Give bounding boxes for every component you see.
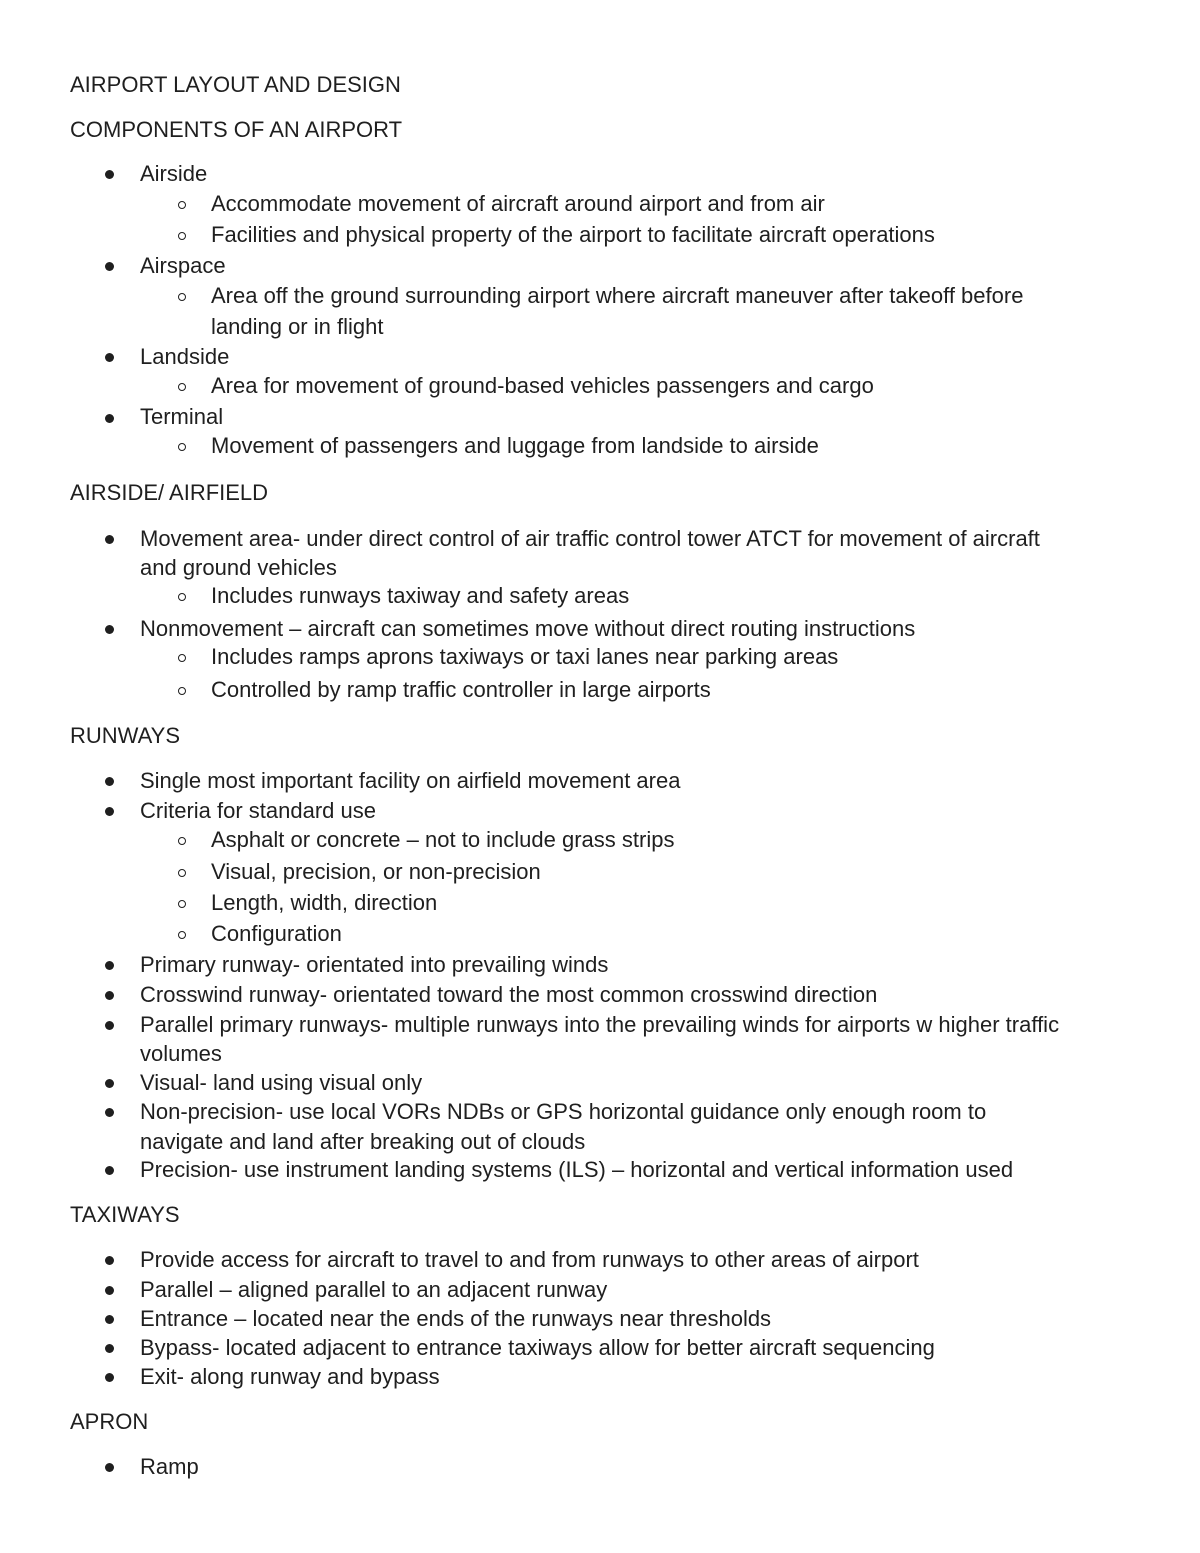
bullet-icon: [105, 625, 114, 634]
list-item: Bypass- located adjacent to entrance taxiways allow for better aircraft sequencing: [140, 1335, 935, 1360]
bullet-icon: [105, 807, 114, 816]
sub-list-item: Asphalt or concrete – not to include grass strips: [211, 827, 675, 852]
bullet-icon: [105, 262, 114, 271]
list-item-continued: and ground vehicles: [140, 555, 337, 580]
section-heading-components: COMPONENTS OF AN AIRPORT: [70, 117, 403, 142]
list-item: Crosswind runway- orientated toward the most common crosswind direction: [140, 982, 878, 1007]
bullet-icon: [105, 1463, 114, 1472]
bullet-icon: [105, 1079, 114, 1088]
bullet-icon: [105, 961, 114, 970]
circle-bullet-icon: [178, 654, 186, 662]
circle-bullet-icon: [178, 900, 186, 908]
sub-list-item: Area off the ground surrounding airport where aircraft maneuver after takeoff before: [211, 283, 1024, 308]
bullet-icon: [105, 1021, 114, 1030]
list-item: Nonmovement – aircraft can sometimes move without direct routing instructions: [140, 616, 916, 641]
list-item-continued: navigate and land after breaking out of clouds: [140, 1129, 586, 1154]
list-item: Airspace: [140, 253, 226, 278]
list-item: Parallel primary runways- multiple runways into the prevailing winds for airports w higher traffic: [140, 1012, 1060, 1037]
sub-list-item-continued: landing or in flight: [211, 314, 384, 339]
list-item-continued: volumes: [140, 1041, 222, 1066]
list-item: Exit- along runway and bypass: [140, 1364, 440, 1389]
sub-list-item: Configuration: [211, 921, 342, 946]
bullet-icon: [105, 1108, 114, 1117]
list-item: Parallel – aligned parallel to an adjacent runway: [140, 1277, 608, 1302]
bullet-icon: [105, 535, 114, 544]
list-item: Terminal: [140, 404, 224, 429]
bullet-icon: [105, 1166, 114, 1175]
sub-list-item: Includes runways taxiway and safety areas: [211, 583, 630, 608]
circle-bullet-icon: [178, 869, 186, 877]
sub-list-item: Accommodate movement of aircraft around airport and from air: [211, 191, 825, 216]
circle-bullet-icon: [178, 593, 186, 601]
bullet-icon: [105, 170, 114, 179]
bullet-icon: [105, 1344, 114, 1353]
document-title: AIRPORT LAYOUT AND DESIGN: [70, 72, 401, 97]
bullet-icon: [105, 1286, 114, 1295]
sub-list-item: Area for movement of ground-based vehicles passengers and cargo: [211, 373, 874, 398]
sub-list-item: Movement of passengers and luggage from landside to airside: [211, 433, 819, 458]
list-item: Precision- use instrument landing systems (ILS) – horizontal and vertical information used: [140, 1157, 1014, 1182]
section-heading-taxiways: TAXIWAYS: [70, 1202, 180, 1227]
sub-list-item: Facilities and physical property of the airport to facilitate aircraft operations: [211, 222, 935, 247]
sub-list-item: Includes ramps aprons taxiways or taxi lanes near parking areas: [211, 644, 839, 669]
list-item: Airside: [140, 161, 208, 186]
list-item: Provide access for aircraft to travel to and from runways to other areas of airport: [140, 1247, 919, 1272]
list-item: Movement area- under direct control of air traffic control tower ATCT for movement of aircraft: [140, 526, 1040, 551]
sub-list-item: Visual, precision, or non-precision: [211, 859, 541, 884]
section-heading-runways: RUNWAYS: [70, 723, 180, 748]
bullet-icon: [105, 353, 114, 362]
section-heading-airfield: AIRSIDE/ AIRFIELD: [70, 480, 269, 505]
circle-bullet-icon: [178, 687, 186, 695]
sub-list-item: Controlled by ramp traffic controller in large airports: [211, 677, 711, 702]
list-item: Single most important facility on airfield movement area: [140, 768, 681, 793]
bullet-icon: [105, 1373, 114, 1382]
circle-bullet-icon: [178, 931, 186, 939]
bullet-icon: [105, 991, 114, 1000]
bullet-icon: [105, 777, 114, 786]
bullet-icon: [105, 414, 114, 423]
list-item: Visual- land using visual only: [140, 1070, 423, 1095]
circle-bullet-icon: [178, 293, 186, 301]
circle-bullet-icon: [178, 201, 186, 209]
list-item: Ramp: [140, 1454, 199, 1479]
circle-bullet-icon: [178, 837, 186, 845]
circle-bullet-icon: [178, 232, 186, 240]
circle-bullet-icon: [178, 383, 186, 391]
list-item: Non-precision- use local VORs NDBs or GPS horizontal guidance only enough room to: [140, 1099, 987, 1124]
section-heading-apron: APRON: [70, 1409, 149, 1434]
circle-bullet-icon: [178, 443, 186, 451]
list-item: Entrance – located near the ends of the runways near thresholds: [140, 1306, 772, 1331]
list-item: Landside: [140, 344, 230, 369]
bullet-icon: [105, 1256, 114, 1265]
list-item: Primary runway- orientated into prevailing winds: [140, 952, 609, 977]
bullet-icon: [105, 1315, 114, 1324]
sub-list-item: Length, width, direction: [211, 890, 438, 915]
list-item: Criteria for standard use: [140, 798, 376, 823]
